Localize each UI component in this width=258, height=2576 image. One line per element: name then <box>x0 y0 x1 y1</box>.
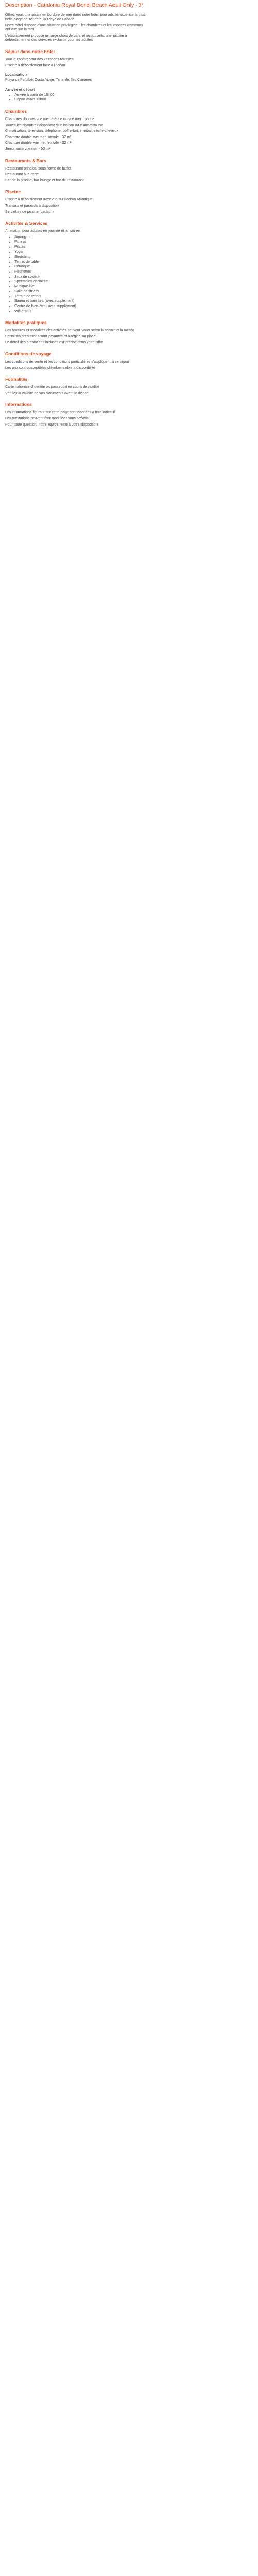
content <box>5 0 148 427</box>
section-formalites <box>5 377 148 396</box>
page-title: Description - Catalonia Royal Bondi Beach Adult Only - 3* <box>5 2 144 8</box>
section-line: Piscine à débordement avec vue sur l'océan Atlantique <box>5 198 93 202</box>
section-line: Serviettes de piscine (caution) <box>5 210 54 214</box>
list-item: • Pilates <box>14 245 148 250</box>
section-line: Tout le confort pour des vacances réussies <box>5 58 74 62</box>
arrival-list <box>5 93 148 103</box>
subsection-line: Playa de Fañabé, Costa Adeje, Tenerife, Iles Canaries <box>5 78 92 82</box>
intro-line: L'établissement propose un large choix de bars et restaurants, une piscine à débordement et des services exclusifs pour les adultes <box>5 33 127 42</box>
section-line: Certaines prestations sont payantes et à régler sur place <box>5 334 96 338</box>
section-title: Informations <box>5 402 33 408</box>
section-title: Chambres <box>5 109 27 114</box>
section-title: Activités & Services <box>5 221 48 226</box>
section-line: Climatisation, télévision, téléphone, coffre-fort, minibar, sèche-cheveux <box>5 129 118 133</box>
section-line: Piscine à débordement face à l'océan <box>5 63 66 67</box>
section-line: Chambre double vue mer latérale - 32 m² <box>5 135 72 139</box>
section-line: Junior suite vue mer - 50 m² <box>5 147 51 151</box>
list-item: • Jeux de société <box>14 275 148 280</box>
list-item: • Centre de bien-être (avec supplément) <box>14 304 148 309</box>
section-title: Formalités <box>5 377 28 382</box>
intro-line: Offrez vous une pause en bordure de mer dans notre hôtel pour adulte, situé sur la plus belle plage de Tenerife, la Playa de Fañabé <box>5 13 146 22</box>
list-item: • Salle de fitness <box>14 290 148 294</box>
section-line: Toutes les chambres disposent d'un balcon ou d'une terrasse <box>5 123 103 127</box>
section-title: Restaurants & Bars <box>5 158 46 163</box>
section-piscine <box>5 189 148 214</box>
list-item: • Musique live <box>14 285 148 290</box>
section-line: Carte nationale d'identité ou passeport en cours de validité <box>5 385 99 389</box>
section-line: Transats et parasols à disposition <box>5 204 59 208</box>
footer-line: Pour toute question, notre équipe reste à votre disposition <box>5 422 98 427</box>
list-item: • Arrivée à partir de 15h00 <box>14 93 148 98</box>
section-line: Vérifiez la validité de vos documents avant le départ <box>5 391 89 395</box>
list-item: • Tennis de table <box>14 260 148 265</box>
subsection-title: Localisation <box>5 72 27 77</box>
section-line: Chambres doubles vue mer latérale ou vue mer frontale <box>5 117 95 122</box>
section-informations <box>5 402 148 427</box>
section-line: Les conditions de vente et les conditions particulières s'appliquent à ce séjour <box>5 360 130 364</box>
section-line: Restaurant principal sous forme de buffet <box>5 166 71 171</box>
section-title: Conditions de voyage <box>5 351 52 357</box>
list-item: • Fitness <box>14 240 148 245</box>
activities-list <box>5 235 148 314</box>
section-activites <box>5 221 148 314</box>
list-item: • Sauna et bain turc (avec supplément) <box>14 299 148 304</box>
footer-line: Les prestations peuvent être modifiées sans préavis <box>5 417 89 420</box>
section-conditions <box>5 351 148 370</box>
section-chambres <box>5 109 148 152</box>
list-item: • Départ avant 12h00 <box>14 98 148 103</box>
section-line: Les horaires et modalités des activités peuvent varier selon la saison et la météo <box>5 329 134 333</box>
list-item: • Pétanque <box>14 265 148 269</box>
section-restaurants <box>5 158 148 183</box>
section-modalites <box>5 320 148 345</box>
footer-line: Les informations figurant sur cette page sont données à titre indicatif <box>5 411 115 415</box>
section-sejour <box>5 49 148 103</box>
section-line: Animation pour adultes en journée et en soirée <box>5 229 80 233</box>
section-title: Séjour dans notre hôtel <box>5 49 55 55</box>
section-line: Le détail des prestations incluses est précisé dans votre offre <box>5 341 103 345</box>
section-title: Piscine <box>5 189 21 195</box>
section-title: Modalités pratiques <box>5 320 47 326</box>
section-line: Les prix sont susceptibles d'évoluer selon la disponibilité <box>5 366 95 370</box>
subsection-title: Arrivée et départ <box>5 87 35 92</box>
section-line: Restaurant à la carte <box>5 173 39 177</box>
list-item: • Spectacles en soirée <box>14 280 148 284</box>
intro <box>5 13 148 43</box>
list-item: • Terrain de tennis <box>14 295 148 299</box>
list-item: • Fléchettes <box>14 270 148 275</box>
list-item: • Yoga <box>14 250 148 255</box>
list-item: • Stretching <box>14 255 148 260</box>
section-line: Bar de la piscine, bar lounge et bar du restaurant <box>5 178 84 182</box>
list-item: • Wifi gratuit <box>14 310 148 314</box>
list-item: • Aquagym <box>14 235 148 240</box>
section-line: Chambre double vue mer frontale - 32 m² <box>5 141 72 145</box>
intro-line: Notre hôtel dispose d'une situation privilégiée : les chambres et les espaces communs ont vue sur la mer <box>5 23 143 32</box>
